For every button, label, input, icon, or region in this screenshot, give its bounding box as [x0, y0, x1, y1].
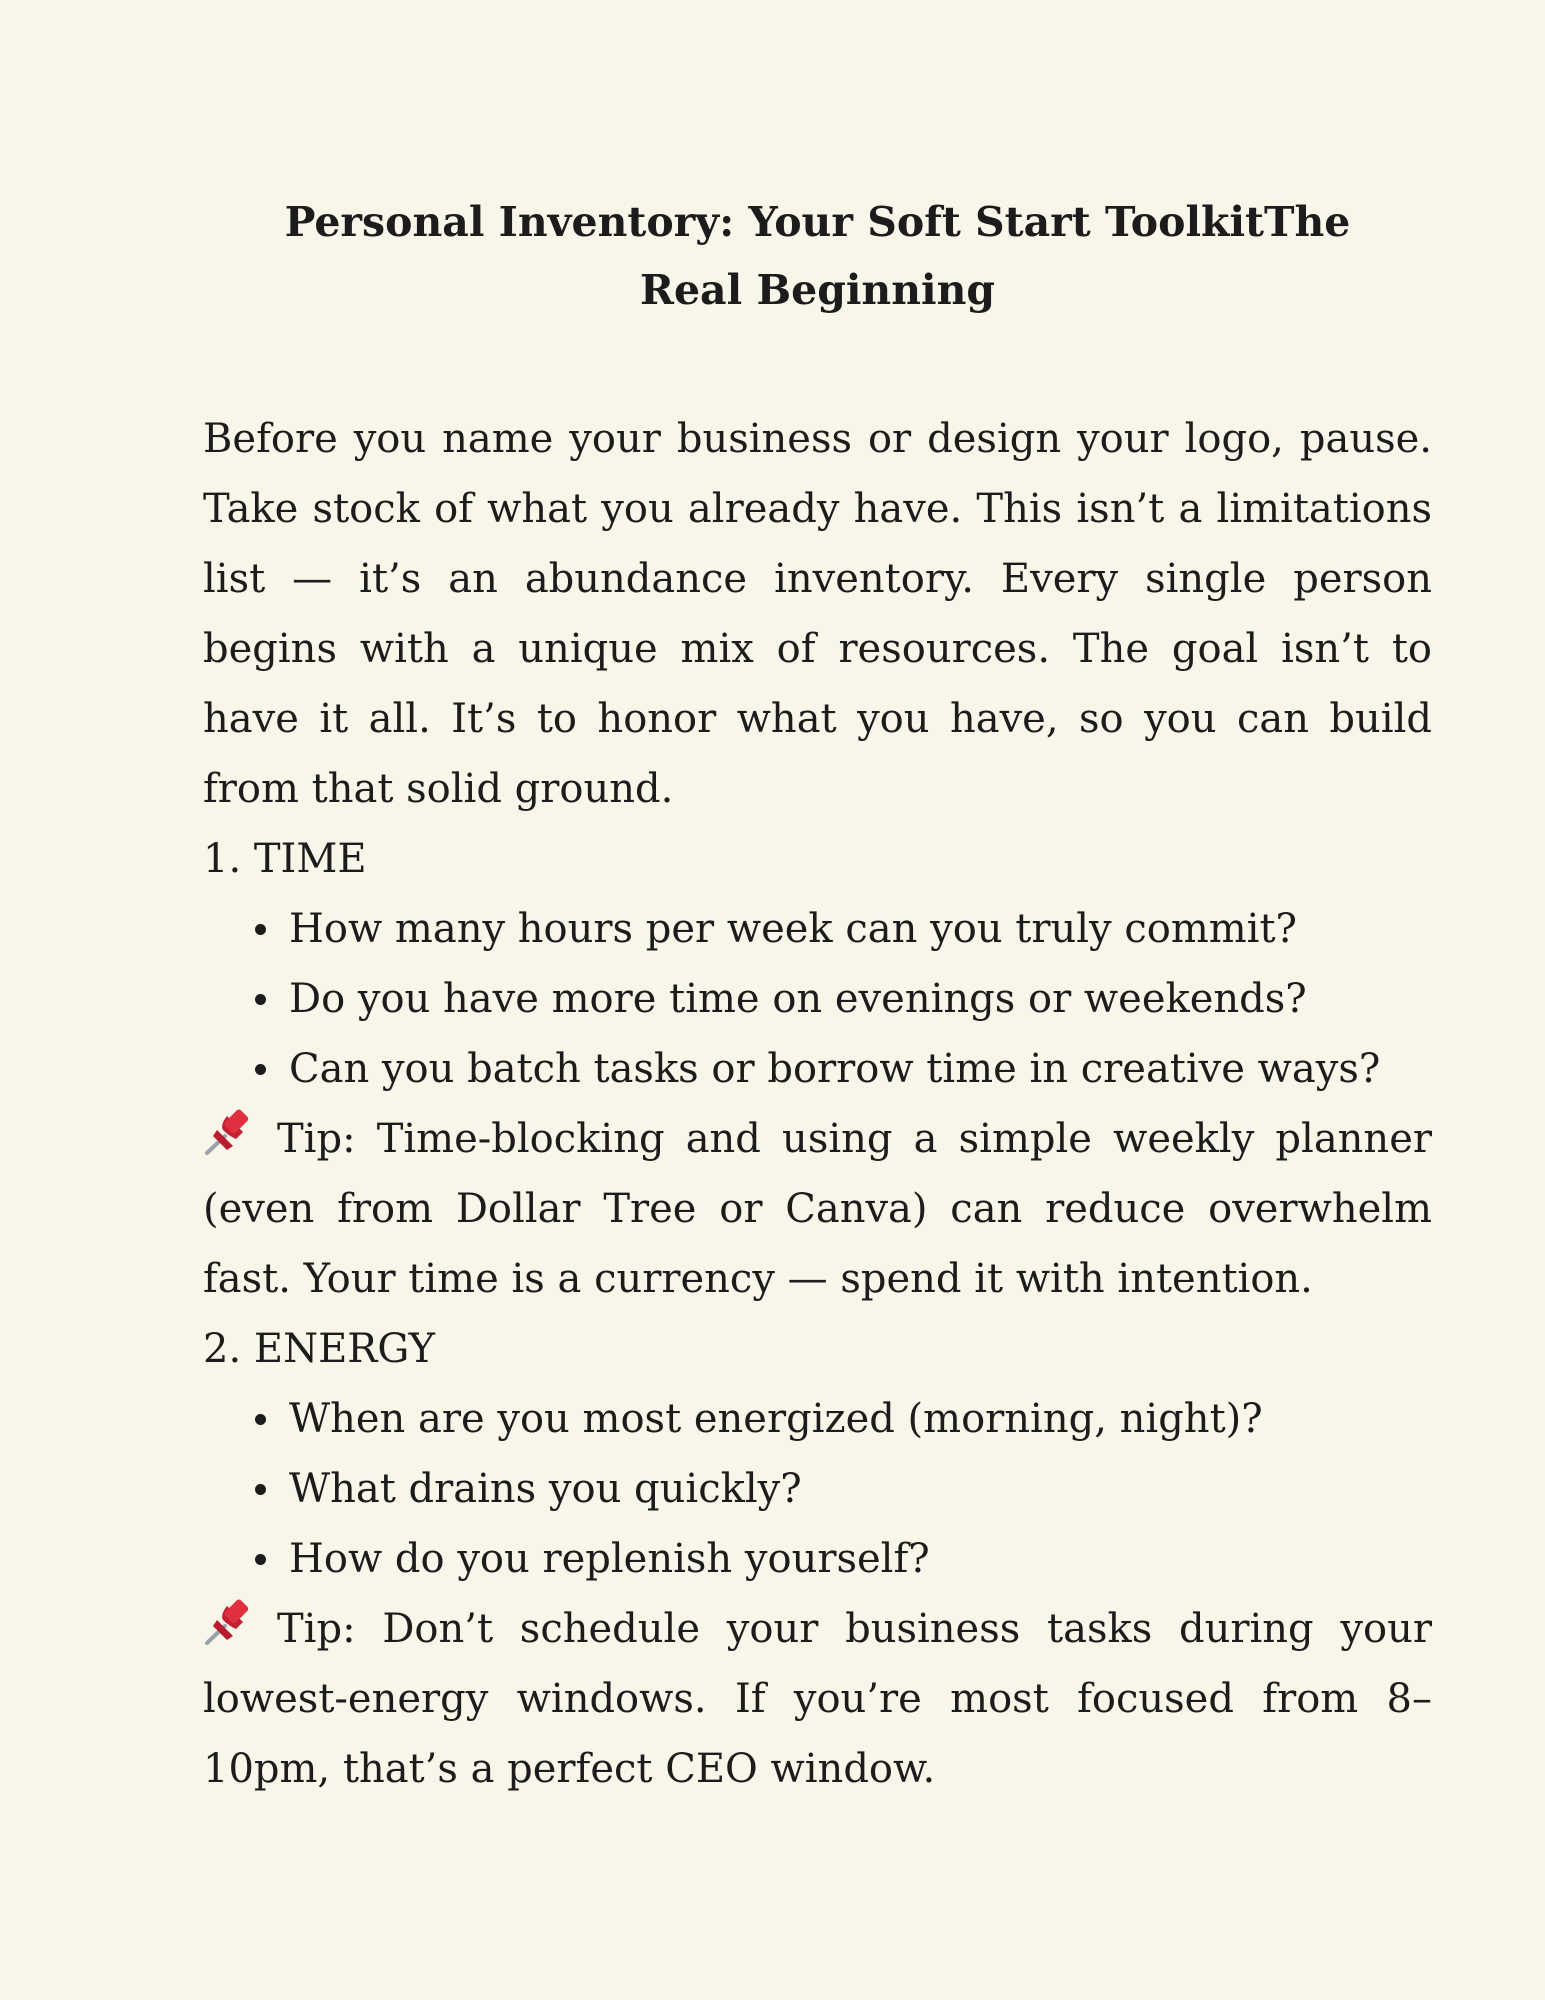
section-energy — [203, 1314, 1432, 1804]
list-item: When are you most energized (morning, night)? — [289, 1384, 1432, 1454]
list-item: What drains you quickly? — [289, 1454, 1432, 1524]
list-item: Can you batch tasks or borrow time in creative ways? — [289, 1034, 1432, 1104]
section-heading: 2. ENERGY — [203, 1326, 436, 1372]
list-item: How do you replenish yourself? — [289, 1524, 1432, 1594]
pushpin-icon — [203, 1596, 259, 1646]
page-title: Personal Inventory: Your Soft Start ToolkitThe Real Beginning — [284, 198, 1351, 314]
tip-paragraph — [203, 1594, 1432, 1804]
section-time — [203, 824, 1432, 1314]
tip-text: Tip: Don’t schedule your business tasks during your lowest-energy windows. If you’re most focused from 8–10pm, that’s a perfect CEO window. — [203, 1606, 1432, 1792]
question-list — [203, 894, 1432, 1104]
tip-paragraph — [203, 1104, 1432, 1314]
intro-paragraph: Before you name your business or design your logo, pause. Take stock of what you already have. This isn’t a limitations list — it’s an abundance inventory. Every single person begins with a unique mix of resources. The goal isn’t to have it all. It’s to honor what you have, so you can build from that solid ground. — [203, 416, 1432, 812]
list-item: How many hours per week can you truly commit? — [289, 894, 1432, 964]
tip-text: Tip: Time-blocking and using a simple weekly planner (even from Dollar Tree or Canva) can reduce overwhelm fast. Your time is a currency — spend it with intention. — [203, 1116, 1432, 1302]
section-heading: 1. TIME — [203, 836, 367, 882]
list-item: Do you have more time on evenings or weekends? — [289, 964, 1432, 1034]
question-list — [203, 1384, 1432, 1594]
pushpin-icon — [203, 1106, 259, 1156]
